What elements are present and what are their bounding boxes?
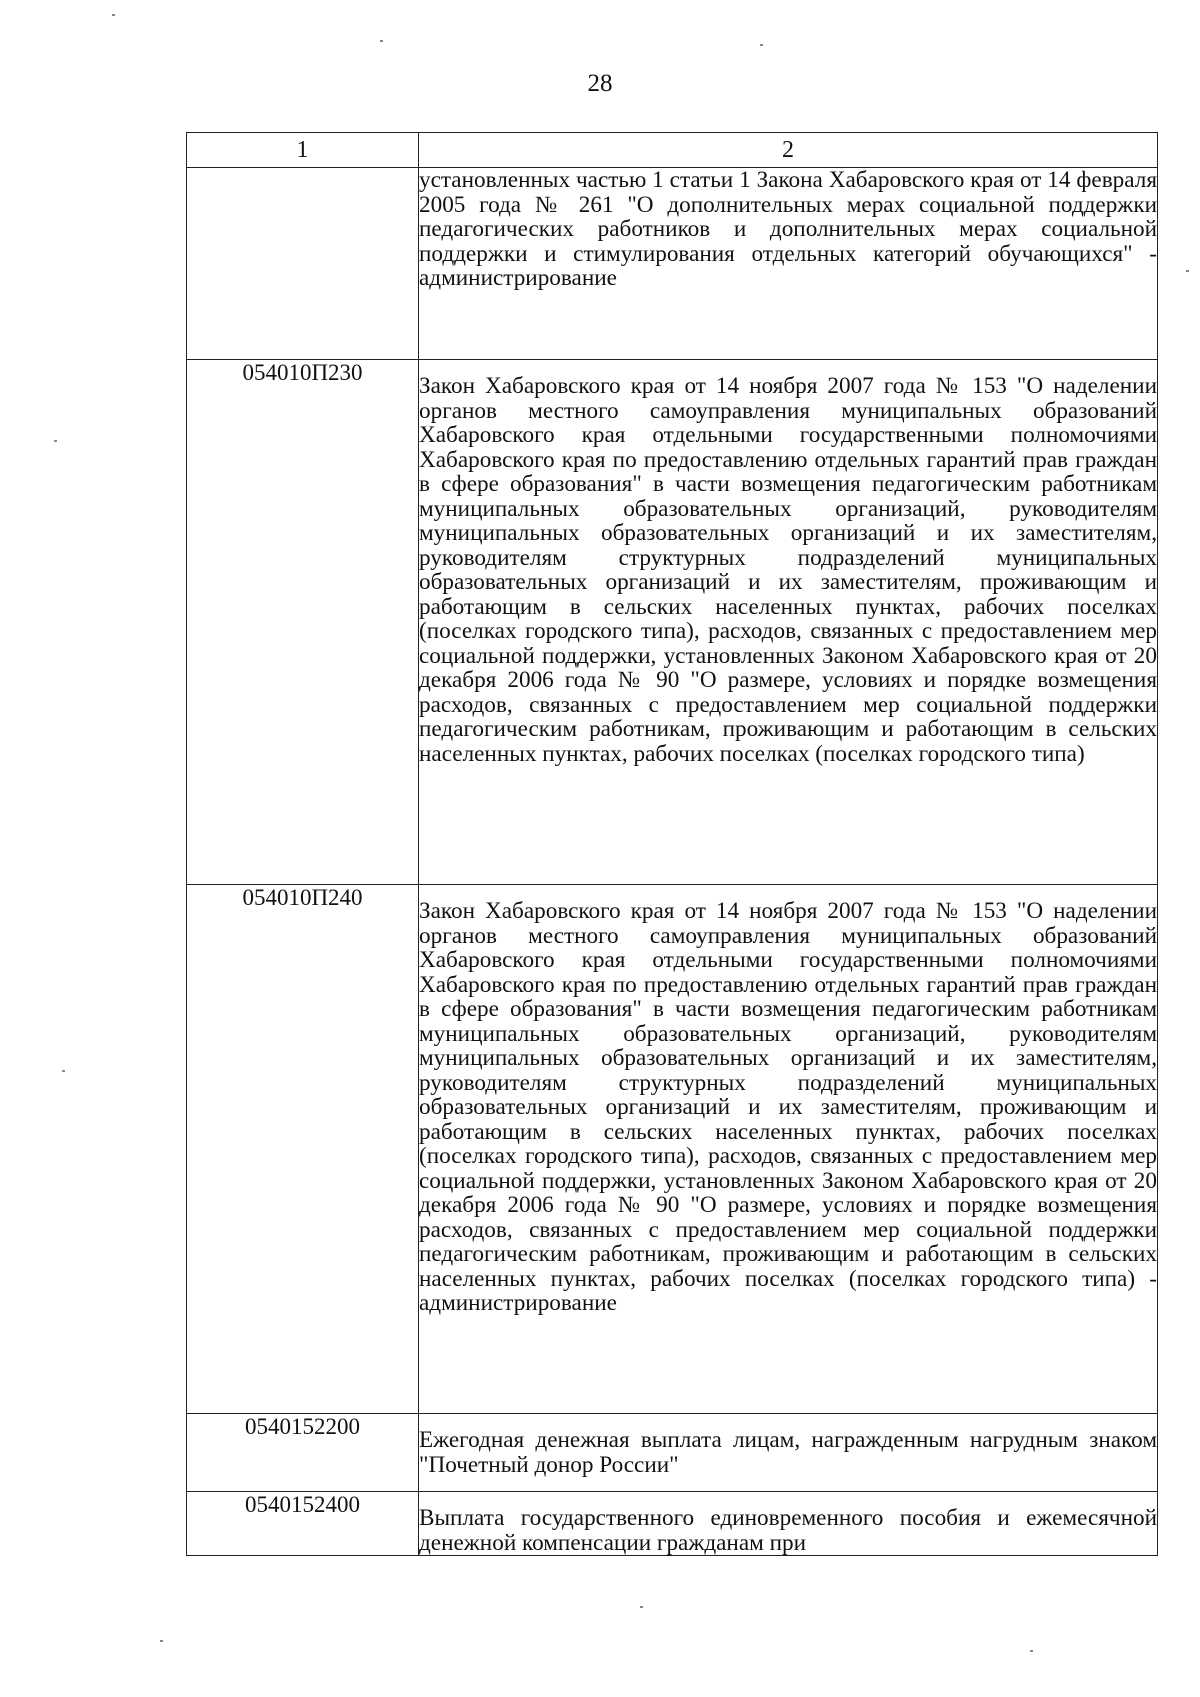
row-code [187,168,419,360]
scan-speck [62,1070,65,1072]
row-code: 054010П230 [187,360,419,885]
row-description: Выплата государственного единовременного пособия и ежемесячной денежной компенсации гражданам при [419,1492,1158,1556]
budget-classification-table [186,132,1158,1556]
scan-speck [1186,270,1189,272]
table-row [187,168,1158,360]
scan-speck [380,40,383,42]
scan-speck [112,14,115,16]
page-number: 28 [587,70,613,97]
row-code: 0540152400 [187,1492,419,1556]
row-description: Закон Хабаровского края от 14 ноября 2007 года № 153 "О наделении органов местного самоуправления муниципальных образований Хабаровского края отдельными государственными полномочиями Хабаровского края по предоставлению отдельных гарантий прав граждан в сфере образования" в части возмещения педагогическим работникам муниципальных образовательных организаций, руководителям муниципальных образовательных организаций и их заместителям, руководителям структурных подразделений муниципальных образовательных организаций и их заместителям, проживающим и работающим в сельских населенных пунктах, рабочих поселках (поселках городского типа), расходов, связанных с предоставлением мер социальной поддержки, установленных Законом Хабаровского края от 20 декабря 2006 года № 90 "О размере, условиях и порядке возмещения расходов, связанных с предоставлением мер социальной поддержки педагогическим работникам, проживающим и работающим в сельских населенных пунктах, рабочих поселках (поселках городского типа) [419,360,1158,885]
header-col-1: 1 [187,133,419,168]
scan-speck [54,440,57,442]
table-row [187,360,1158,885]
table-row [187,885,1158,1414]
scan-speck [640,1606,643,1608]
row-description: Закон Хабаровского края от 14 ноября 2007 года № 153 "О наделении органов местного самоуправления муниципальных образований Хабаровского края отдельными государственными полномочиями Хабаровского края по предоставлению отдельных гарантий прав граждан в сфере образования" в части возмещения педагогическим работникам муниципальных образовательных организаций, руководителям муниципальных образовательных организаций и их заместителям, руководителям структурных подразделений муниципальных образовательных организаций и их заместителям, проживающим и работающим в сельских населенных пунктах, рабочих поселках (поселках городского типа), расходов, связанных с предоставлением мер социальной поддержки, установленных Законом Хабаровского края от 20 декабря 2006 года № 90 "О размере, условиях и порядке возмещения расходов, связанных с предоставлением мер социальной поддержки педагогическим работникам, проживающим и работающим в сельских населенных пунктах, рабочих поселках (поселках городского типа) - администрирование [419,885,1158,1414]
table-header-row [187,133,1158,168]
table-row [187,1492,1158,1556]
table-row [187,1414,1158,1492]
scan-speck [160,1640,163,1642]
row-code: 054010П240 [187,885,419,1414]
row-description: установленных частью 1 статьи 1 Закона Хабаровского края от 14 февраля 2005 года № 261 "О дополнительных мерах социальной поддержки педагогических работников и дополнительных мерах социальной поддержки и стимулирования отдельных категорий обучающихся" - администрирование [419,168,1158,360]
header-col-2: 2 [419,133,1158,168]
row-code: 0540152200 [187,1414,419,1492]
scan-speck [760,44,763,46]
scan-speck [1030,1650,1033,1652]
row-description: Ежегодная денежная выплата лицам, награжденным нагрудным знаком "Почетный донор России" [419,1414,1158,1492]
